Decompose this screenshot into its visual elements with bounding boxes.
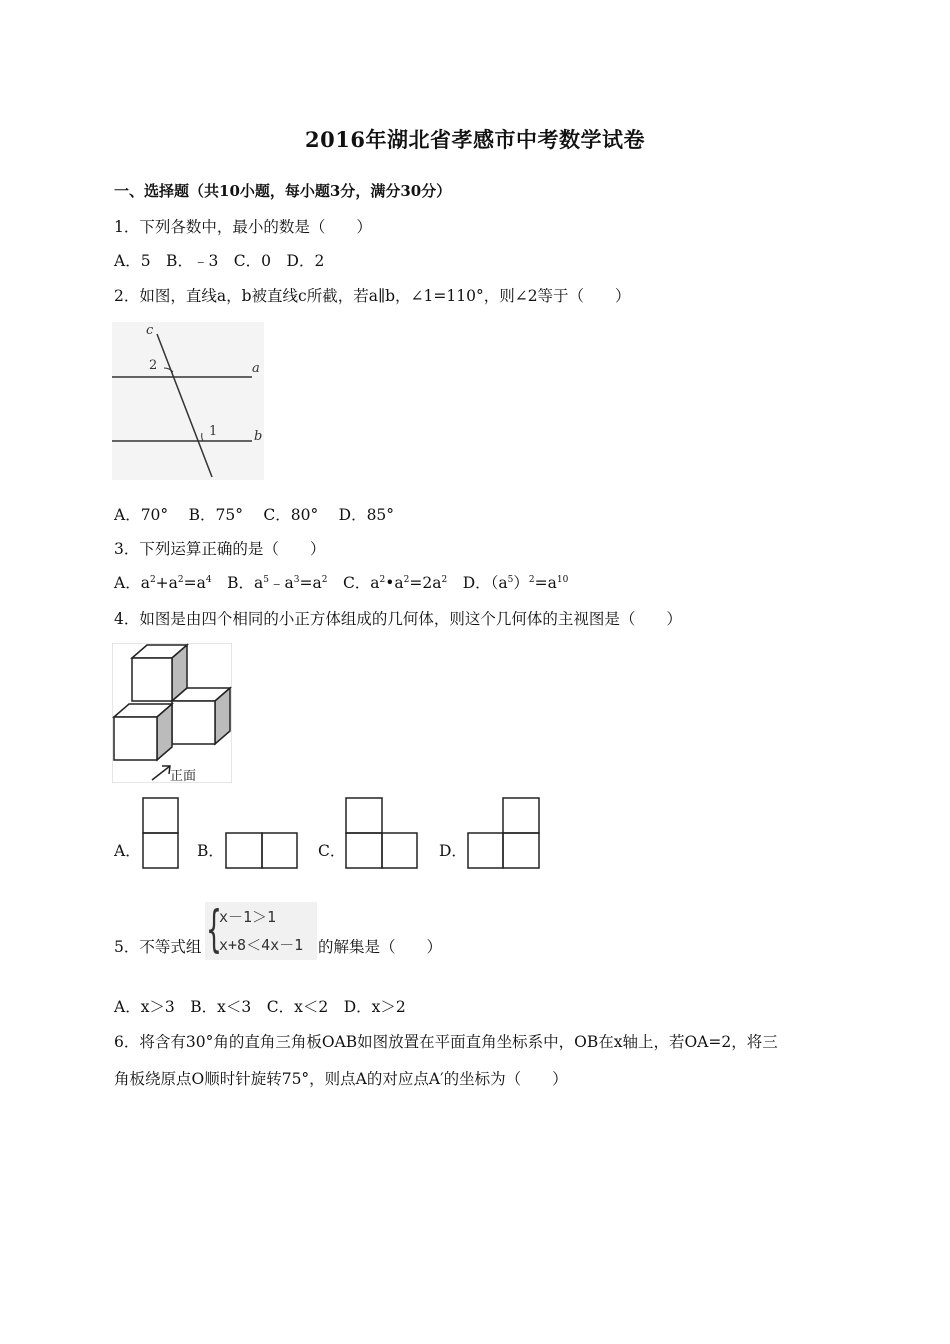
question-4-stem: 4．如图是由四个相同的小正方体组成的几何体，则这个几何体的主视图是（ ）	[114, 610, 682, 628]
q4-option-D-label: D．	[439, 842, 467, 860]
question-2-options: A．70° B．75° C．80° D．85°	[114, 506, 395, 524]
question-1-options: A．5 B．﹣3 C．0 D．2	[114, 252, 325, 270]
label-c: c	[146, 323, 154, 338]
inequality-2: x+8＜4x－1	[219, 936, 304, 954]
q4-option-B-label: B．	[197, 842, 224, 860]
label-angle-2: 2	[149, 358, 158, 373]
question-6-stem-line1: 6．将含有30°角的直角三角板OAB如图放置在平面直角坐标系中，OB在x轴上，若OA=2，将三	[114, 1033, 778, 1051]
q4-option-B-figure	[225, 832, 299, 870]
question-2-stem: 2．如图，直线a，b被直线c所截，若a∥b，∠1=110°，则∠2等于（ ）	[114, 287, 631, 305]
question-3-options: A．$a^2+a^2=a^4$ B．$a^5﹣a^3=a^2$ C．$a^2•a^2=2a^2$ D．$(a^5)^2=a^{10}$	[114, 574, 569, 592]
page-title: 2016年湖北省孝感市中考数学试卷	[305, 127, 645, 152]
question-5-suffix: 的解集是（ ）	[318, 938, 443, 956]
q4-option-C-label: C．	[318, 842, 346, 860]
q4-option-A-label: A．	[114, 842, 141, 860]
q4-option-A-figure	[142, 797, 179, 870]
label-a: a	[252, 361, 260, 376]
inequality-1: x－1＞1	[219, 908, 277, 926]
inequality-system	[205, 902, 317, 960]
q4-option-D-figure	[467, 797, 541, 870]
q4-option-C-figure	[345, 797, 419, 870]
parallel-lines-figure	[112, 322, 264, 480]
label-b: b	[254, 429, 263, 444]
brace-icon: {	[206, 900, 222, 958]
label-angle-1: 1	[209, 424, 218, 439]
question-3-stem: 3．下列运算正确的是（ ）	[114, 540, 326, 558]
question-5-options: A．x＞3 B．x＜3 C．x＜2 D．x＞2	[114, 998, 406, 1016]
question-6-stem-line2: 角板绕原点O顺时针旋转75°，则点A的对应点A′的坐标为（ ）	[114, 1070, 568, 1088]
cubes-figure	[112, 643, 232, 783]
section-heading: 一、选择题（共10小题，每小题3分，满分30分）	[114, 182, 452, 200]
question-5-prefix: 5．不等式组	[114, 938, 202, 956]
question-1-stem: 1．下列各数中，最小的数是（ ）	[114, 218, 372, 236]
front-label: 正面	[170, 769, 197, 783]
